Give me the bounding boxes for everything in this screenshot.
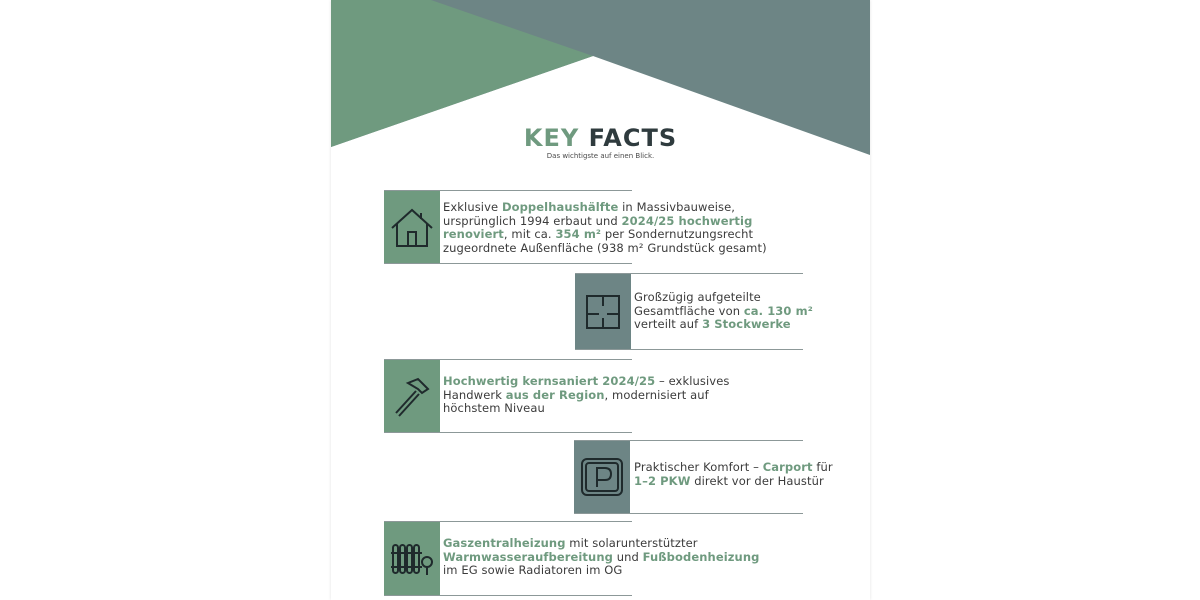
highlight-text: Warmwasseraufbereitung bbox=[443, 549, 613, 564]
body-text: im EG sowie Radiatoren im OG bbox=[443, 563, 623, 578]
fact-line bbox=[443, 242, 767, 256]
body-text: Großzügig aufgeteilte bbox=[634, 290, 761, 304]
fact-line bbox=[443, 228, 767, 242]
fact-1-text bbox=[443, 201, 767, 255]
floorplan-icon bbox=[579, 288, 627, 336]
fact-icon-box bbox=[384, 522, 440, 595]
highlight-text: 1–2 PKW bbox=[634, 473, 691, 488]
page-title bbox=[331, 124, 870, 152]
highlight-text: 2024/25 hochwertig bbox=[621, 213, 753, 228]
divider bbox=[384, 432, 632, 433]
fact-line bbox=[634, 305, 813, 319]
title-key: KEY bbox=[523, 124, 580, 152]
fact-line bbox=[443, 375, 729, 389]
fact-3-text bbox=[443, 375, 729, 416]
divider bbox=[384, 595, 632, 596]
body-text: Exklusive bbox=[443, 200, 502, 214]
body-text: , modernisiert auf bbox=[604, 387, 709, 402]
highlight-text: Fußbodenheizung bbox=[642, 549, 760, 564]
fact-line bbox=[443, 537, 759, 551]
parking-icon bbox=[578, 453, 626, 501]
fact-line bbox=[443, 402, 729, 416]
divider bbox=[575, 349, 803, 350]
highlight-text: Carport bbox=[762, 460, 813, 474]
highlight-text: Gaszentralheizung bbox=[443, 536, 566, 550]
highlight-text: renoviert bbox=[443, 227, 504, 242]
fact-line bbox=[634, 461, 833, 475]
body-text: in Massivbauweise, bbox=[618, 200, 736, 214]
body-text: Praktischer Komfort – bbox=[634, 460, 763, 474]
body-text: mit solarunterstützter bbox=[565, 536, 698, 550]
fact-5-text bbox=[443, 537, 759, 578]
fact-icon-box bbox=[574, 441, 630, 513]
body-text: direkt vor der Haustür bbox=[690, 473, 824, 488]
page-subtitle: Das wichtigste auf einen Blick. bbox=[546, 152, 655, 160]
body-text: ursprünglich 1994 erbaut und bbox=[443, 213, 622, 228]
highlight-text: 3 Stockwerke bbox=[702, 317, 791, 332]
body-text: und bbox=[612, 549, 643, 564]
highlight-text: aus der Region bbox=[505, 387, 605, 402]
house-icon bbox=[388, 204, 436, 252]
fact-line bbox=[634, 291, 813, 305]
fact-line bbox=[443, 389, 729, 403]
fact-4-text bbox=[634, 461, 833, 488]
body-text: – exklusives bbox=[655, 374, 730, 388]
body-text: zugeordnete Außenfläche (938 m² Grundstück gesamt) bbox=[443, 240, 767, 255]
body-text: Gesamtfläche von bbox=[634, 303, 744, 318]
fact-line bbox=[443, 564, 759, 578]
fact-2-text bbox=[634, 291, 813, 332]
highlight-text: Doppelhaushälfte bbox=[501, 200, 619, 214]
fact-line bbox=[443, 215, 767, 229]
body-text: , mit ca. bbox=[503, 227, 556, 242]
body-text: verteilt auf bbox=[634, 317, 703, 332]
title-facts: FACTS bbox=[588, 124, 678, 152]
document-page bbox=[331, 0, 870, 600]
radiator-icon bbox=[388, 535, 436, 583]
divider bbox=[384, 263, 632, 264]
fact-line bbox=[634, 475, 833, 489]
fact-line bbox=[443, 201, 767, 215]
fact-icon-box bbox=[575, 274, 631, 349]
highlight-text: 354 m² bbox=[555, 227, 602, 242]
body-text: höchstem Niveau bbox=[443, 401, 545, 416]
fact-line bbox=[634, 318, 813, 332]
fact-icon-box bbox=[384, 191, 440, 264]
highlight-text: Hochwertig kernsaniert 2024/25 bbox=[443, 374, 656, 388]
body-text: für bbox=[812, 460, 833, 474]
divider bbox=[574, 513, 803, 514]
fact-icon-box bbox=[384, 360, 440, 433]
body-text: Handwerk bbox=[443, 387, 506, 402]
hammer-icon bbox=[388, 373, 436, 421]
fact-line bbox=[443, 551, 759, 565]
highlight-text: ca. 130 m² bbox=[743, 303, 813, 318]
body-text: per Sondernutzungsrecht bbox=[601, 227, 754, 242]
